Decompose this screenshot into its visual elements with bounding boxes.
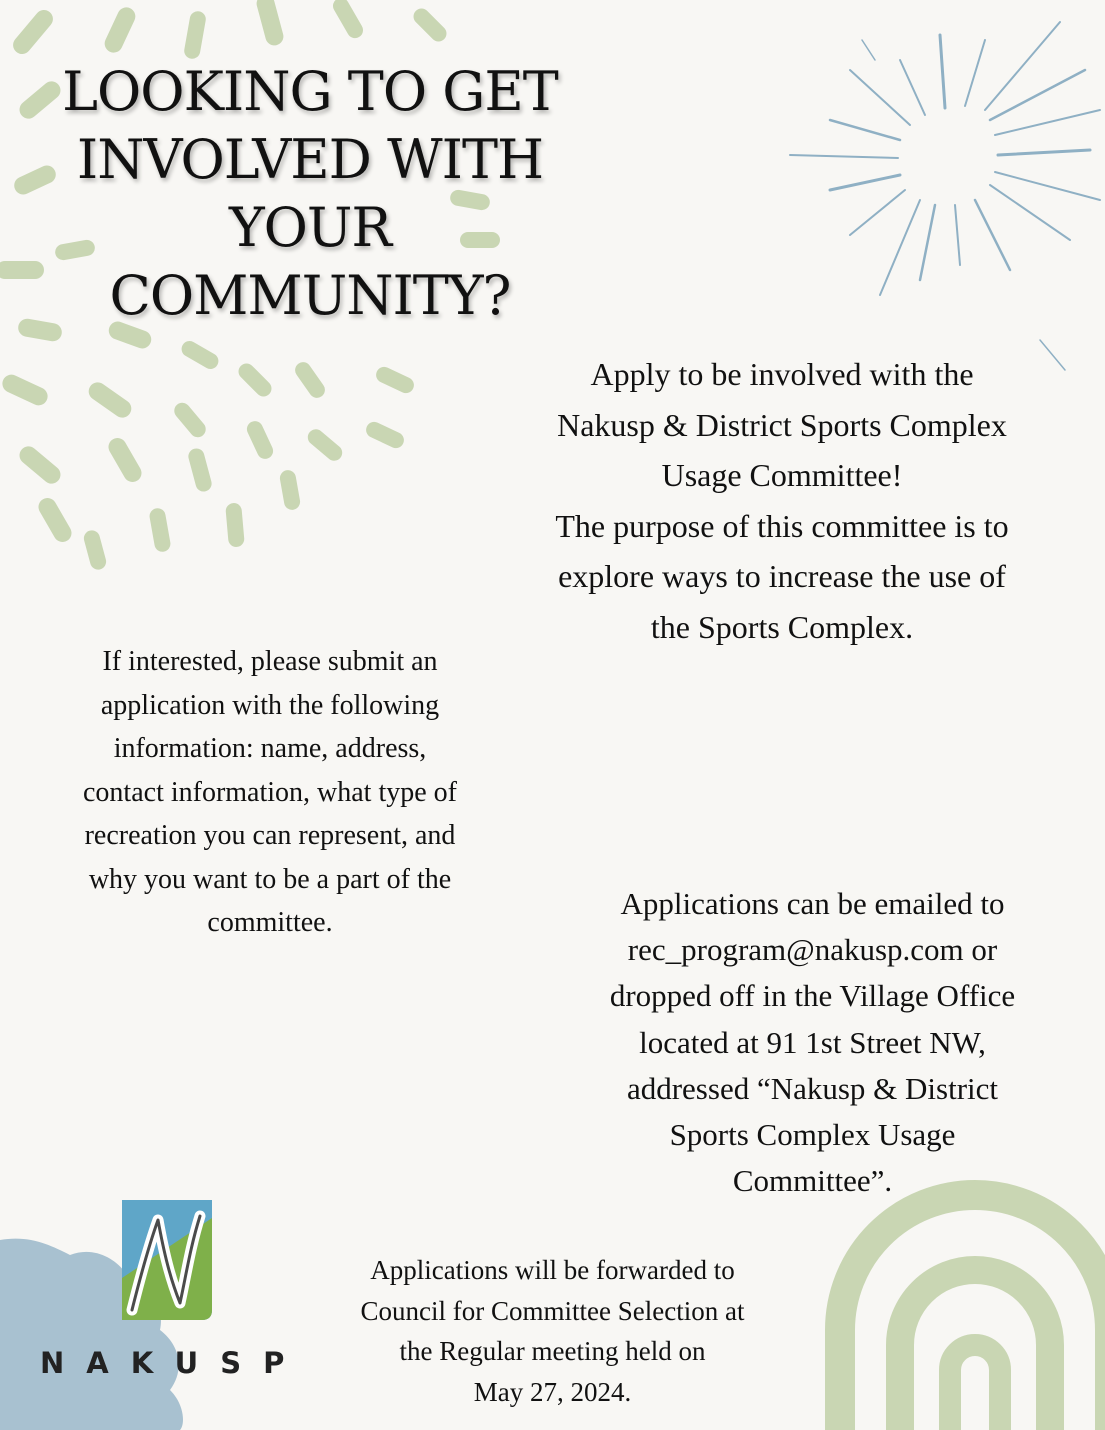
headline-line: COMMUNITY? [109, 264, 511, 327]
green-arches [840, 1195, 1105, 1430]
blue-sun-burst [790, 22, 1100, 370]
submission-line: addressed “Nakusp & District [626, 1070, 999, 1106]
submission-line: dropped off in the Village Office [609, 978, 1016, 1014]
instructions-line: If interested, please submit an [102, 646, 438, 677]
headline-line: YOUR [228, 196, 392, 259]
headline [20, 58, 600, 330]
instructions-line: application with the following [100, 689, 440, 721]
submission-email: rec_program@nakusp.com or [627, 932, 998, 968]
forwarding-note [300, 1250, 805, 1412]
intro-line: Nakusp & District Sports Complex [557, 406, 1007, 443]
submission-line: Applications can be emailed to [620, 886, 1005, 921]
instructions-line: information: name, address, [113, 733, 427, 764]
instructions-line: contact information, what type of [83, 776, 457, 808]
intro-line: Apply to be involved with the [590, 356, 974, 392]
forwarding-line: Applications will be forwarded to [370, 1255, 735, 1285]
nakusp-wordmark: NAKUSP [40, 1346, 307, 1380]
forwarding-line: the Regular meeting held on [399, 1336, 706, 1366]
submission-line: Committee”. [732, 1163, 893, 1199]
application-instructions [20, 640, 520, 945]
intro-line: explore ways to increase the use of [558, 558, 1006, 594]
forwarding-line: Council for Committee Selection at [360, 1295, 745, 1326]
submission-address: located at 91 1st Street NW, [639, 1024, 986, 1060]
instructions-line: why you want to be a part of the [88, 863, 452, 895]
nakusp-logo [40, 1198, 307, 1398]
headline-line: LOOKING TO GET [62, 60, 558, 123]
submission-line: Sports Complex Usage [669, 1117, 956, 1153]
instructions-line: recreation you can represent, and [84, 820, 456, 851]
committee-intro [482, 349, 1082, 652]
intro-line: The purpose of this committee is to [555, 507, 1009, 544]
intro-line: Usage Committee! [661, 457, 903, 493]
headline-line: INVOLVED WITH [76, 128, 544, 191]
nakusp-n-mark-icon [40, 1198, 300, 1338]
intro-line: the Sports Complex. [650, 608, 914, 645]
meeting-date: May 27, 2024. [473, 1376, 632, 1407]
instructions-line: committee. [207, 907, 333, 938]
submission-details [545, 881, 1080, 1204]
